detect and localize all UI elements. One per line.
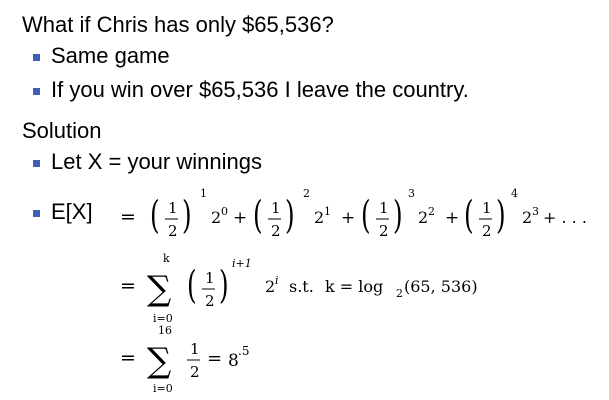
bullet-leave-country: If you win over $65,536 I leave the country.: [51, 77, 469, 102]
result-exp: .5: [238, 344, 250, 358]
term-power: 3: [408, 187, 415, 200]
term-exp: 2: [428, 205, 435, 218]
row2: [120, 252, 478, 325]
term-exp: i: [275, 274, 279, 287]
paren-open: (: [150, 192, 160, 238]
sum-lower: i=0: [153, 382, 173, 395]
term-exp: 0: [221, 205, 228, 218]
paren-close: ): [285, 192, 295, 238]
frac-num: 1: [190, 340, 200, 358]
paren-open: (: [253, 192, 263, 238]
frac-num: 1: [271, 199, 281, 217]
ellipsis: + . . .: [543, 208, 587, 227]
plus: +: [341, 208, 356, 228]
frac-den: 2: [168, 222, 178, 240]
term-base: 2: [314, 208, 325, 227]
sigma-icon: ∑: [147, 269, 172, 309]
section-heading: Solution: [22, 118, 102, 143]
paren-open: (: [187, 262, 197, 308]
log-sub: 2: [396, 287, 403, 300]
bullet-define-x: Let X = your winnings: [51, 149, 262, 174]
term-base: 2: [522, 208, 533, 227]
bullet-expectation: E[X]: [51, 199, 93, 224]
term-power: 2: [303, 187, 310, 200]
frac-num: 1: [482, 199, 492, 217]
paren-close: ): [393, 192, 403, 238]
plus: +: [445, 208, 460, 228]
bullet-same-game: Same game: [51, 43, 170, 68]
log-arg: (65, 536): [404, 277, 478, 296]
paren-open: (: [361, 192, 371, 238]
paren-open: (: [464, 192, 474, 238]
sigma-icon: ∑: [147, 341, 172, 381]
result-base: 8: [228, 351, 239, 371]
term-exp: 3: [532, 205, 539, 218]
sum-lower: i=0: [153, 312, 173, 325]
frac-den: 2: [379, 222, 389, 240]
frac-den: 2: [271, 222, 281, 240]
frac-num: 1: [205, 269, 215, 287]
equals: =: [207, 348, 223, 369]
slide-title: What if Chris has only $65,536?: [22, 12, 334, 37]
row3: [120, 324, 249, 395]
frac-num: 1: [379, 199, 389, 217]
row3-equals: =: [120, 347, 136, 369]
term-exp: 1: [324, 205, 331, 218]
paren-close: ): [219, 262, 229, 308]
paren-close: ): [496, 192, 506, 238]
term-power: 4: [511, 187, 518, 200]
term-base: 2: [211, 208, 222, 227]
paren-close: ): [182, 192, 192, 238]
term-base: 2: [418, 208, 429, 227]
sum-power: i+1: [232, 257, 252, 270]
sum-upper: 16: [158, 324, 172, 337]
frac-den: 2: [482, 222, 492, 240]
row2-equals: =: [120, 275, 136, 297]
term-power: 1: [200, 187, 207, 200]
k-equals-log: k = log: [325, 277, 384, 296]
row1-equals: =: [120, 206, 136, 228]
frac-den: 2: [205, 292, 215, 310]
frac-num: 1: [168, 199, 178, 217]
row1: [120, 187, 587, 240]
plus: +: [233, 208, 248, 228]
sum-upper: k: [163, 252, 170, 265]
such-that: s.t.: [289, 277, 314, 296]
term-base: 2: [265, 277, 276, 296]
frac-den: 2: [190, 363, 200, 381]
